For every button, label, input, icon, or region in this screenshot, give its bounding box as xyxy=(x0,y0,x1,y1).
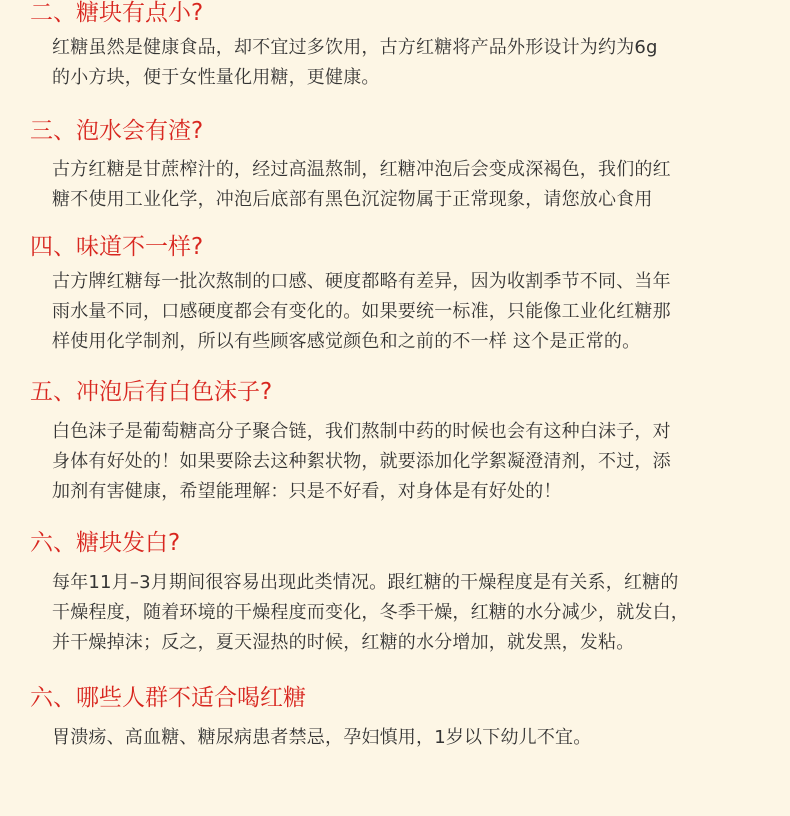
body-line: 胃溃疡、高血糖、糖尿病患者禁忌，孕妇慎用，1岁以下幼儿不宜。 xyxy=(52,727,592,748)
section-body xyxy=(52,568,752,658)
section-body xyxy=(52,723,752,753)
section-title: 五、冲泡后有白色沫子? xyxy=(30,379,273,405)
section-body xyxy=(52,417,752,507)
section-title: 六、糖块发白? xyxy=(30,530,181,556)
section-body xyxy=(52,33,752,93)
body-line: 并干燥掉沫；反之，夏天湿热的时候，红糖的水分增加，就发黑，发粘。 xyxy=(52,632,635,653)
body-line: 雨水量不同，口感硬度都会有变化的。如果要统一标准，只能像工业化红糖那 xyxy=(52,301,671,322)
body-line: 白色沫子是葡萄糖高分子聚合链，我们熬制中药的时候也会有这种白沫子，对 xyxy=(52,421,671,442)
section-title: 六、哪些人群不适合喝红糖 xyxy=(30,685,306,711)
body-line: 红糖虽然是健康食品，却不宜过多饮用，古方红糖将产品外形设计为约为6g xyxy=(52,37,658,58)
section-body xyxy=(52,155,752,215)
body-line: 的小方块，便于女性量化用糖，更健康。 xyxy=(52,67,380,88)
section-title: 三、泡水会有渣? xyxy=(30,118,204,144)
body-line: 加剂有害健康，希望能理解：只是不好看，对身体是有好处的！ xyxy=(52,481,562,502)
body-line: 身体有好处的！如果要除去这种絮状物，就要添加化学絮凝澄清剂，不过，添 xyxy=(52,451,671,472)
body-line: 干燥程度，随着环境的干燥程度而变化，冬季干燥，红糖的水分减少，就发白， xyxy=(52,602,689,623)
section-body xyxy=(52,267,752,357)
body-line: 古方红糖是甘蔗榨汁的，经过高温熬制，红糖冲泡后会变成深褐色，我们的红 xyxy=(52,159,671,180)
body-line: 糖不使用工业化学，冲泡后底部有黑色沉淀物属于正常现象，请您放心食用 xyxy=(52,189,653,210)
body-line: 每年11月–3月期间很容易出现此类情况。跟红糖的干燥程度是有关系，红糖的 xyxy=(52,572,679,593)
body-line: 古方牌红糖每一批次熬制的口感、硬度都略有差异，因为收割季节不同、当年 xyxy=(52,271,671,292)
section-title: 二、糖块有点小? xyxy=(30,0,204,26)
section-title: 四、味道不一样? xyxy=(30,234,204,260)
body-line: 样使用化学制剂，所以有些顾客感觉颜色和之前的不一样 这个是正常的。 xyxy=(52,331,641,352)
